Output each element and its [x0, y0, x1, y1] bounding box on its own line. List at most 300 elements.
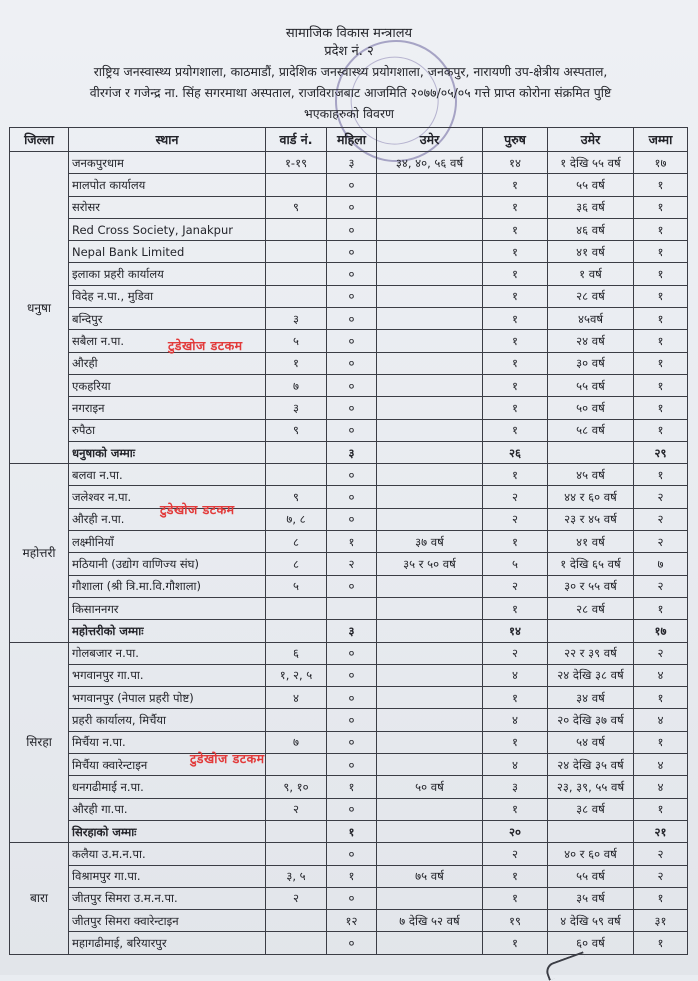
male-age-cell: ४५वर्ष: [548, 308, 634, 330]
female-count-cell: ०: [327, 263, 377, 285]
male-count-cell: १: [483, 887, 548, 909]
female-age-cell: [377, 642, 483, 664]
table-row: [10, 218, 688, 240]
total-cell: २: [634, 508, 688, 530]
table-row: [10, 174, 688, 196]
female-age-cell: [377, 620, 483, 642]
district-cell: महोत्तरी: [10, 464, 69, 642]
table-row: [10, 754, 688, 776]
ward-cell: [266, 820, 327, 842]
table-row: [10, 196, 688, 218]
male-count-cell: ४: [483, 709, 548, 731]
place-cell: जीतपुर सिमरा क्वारेन्टाइन: [69, 910, 266, 932]
male-count-cell: २: [483, 508, 548, 530]
female-count-cell: ०: [327, 241, 377, 263]
male-age-cell: ५५ वर्ष: [548, 174, 634, 196]
male-age-cell: ४० र ६० वर्ष: [548, 843, 634, 865]
male-age-cell: २४ देखि ३५ वर्ष: [548, 754, 634, 776]
place-cell: औरही गा.पा.: [69, 798, 266, 820]
table-row: [10, 152, 688, 174]
total-cell: १: [634, 374, 688, 396]
male-age-cell: ५० वर्ष: [548, 397, 634, 419]
district-cell: बारा: [10, 843, 69, 954]
table-row: [10, 397, 688, 419]
place-cell: भगवानपुर गा.पा.: [69, 664, 266, 686]
male-count-cell: १४: [483, 152, 548, 174]
watermark-text: टुडेखोज डटकम: [168, 338, 243, 353]
male-count-cell: ३: [483, 776, 548, 798]
male-age-cell: ३० वर्ष: [548, 352, 634, 374]
table-row: [10, 687, 688, 709]
female-count-cell: २: [327, 553, 377, 575]
male-age-cell: २४ देखि ३८ वर्ष: [548, 664, 634, 686]
place-cell: मिर्चैया क्वारेन्टाइन: [69, 754, 266, 776]
female-age-cell: [377, 820, 483, 842]
table-row: [10, 486, 688, 508]
district-total-row: [10, 441, 688, 463]
table-row: [10, 241, 688, 263]
total-label-cell: महोत्तरीको जम्माः: [69, 620, 266, 642]
place-cell: धनगढीमाई न.पा.: [69, 776, 266, 798]
place-cell: प्रहरी कार्यालय, मिर्चैया: [69, 709, 266, 731]
female-count-cell: ०: [327, 731, 377, 753]
table-row: [10, 887, 688, 909]
total-cell: १: [634, 330, 688, 352]
male-age-cell: ५४ वर्ष: [548, 731, 634, 753]
female-age-cell: [377, 798, 483, 820]
ward-cell: ७: [266, 731, 327, 753]
female-age-cell: [377, 464, 483, 486]
female-count-cell: [327, 597, 377, 619]
place-cell: बन्दिपुर: [69, 308, 266, 330]
female-count-cell: ०: [327, 352, 377, 374]
male-age-cell: [548, 620, 634, 642]
male-count-cell: १: [483, 597, 548, 619]
female-age-cell: [377, 597, 483, 619]
male-count-cell: १: [483, 196, 548, 218]
male-count-cell: १: [483, 330, 548, 352]
female-count-cell: ०: [327, 887, 377, 909]
district-total-row: [10, 820, 688, 842]
header-line-3: भएकाहरुको विवरण: [304, 106, 394, 121]
table-header-row: [10, 128, 688, 152]
total-cell: २: [634, 531, 688, 553]
male-age-cell: ५८ वर्ष: [548, 419, 634, 441]
female-age-cell: [377, 486, 483, 508]
male-count-cell: १: [483, 308, 548, 330]
female-count-cell: ०: [327, 932, 377, 954]
female-count-cell: ०: [327, 308, 377, 330]
total-cell: १: [634, 932, 688, 954]
ward-cell: ९, १०: [266, 776, 327, 798]
total-cell: २: [634, 486, 688, 508]
ward-cell: ५: [266, 330, 327, 352]
place-cell: विदेह न.पा., मुडिवा: [69, 285, 266, 307]
female-age-cell: [377, 352, 483, 374]
male-count-cell: २: [483, 843, 548, 865]
male-age-cell: ४१ वर्ष: [548, 241, 634, 263]
total-cell: १: [634, 687, 688, 709]
place-cell: सरोसर: [69, 196, 266, 218]
male-age-cell: १ देखि ५५ वर्ष: [548, 152, 634, 174]
ward-cell: [266, 241, 327, 263]
male-age-cell: १ वर्ष: [548, 263, 634, 285]
male-count-cell: १: [483, 798, 548, 820]
male-age-cell: ४४ र ६० वर्ष: [548, 486, 634, 508]
male-total-cell: २०: [483, 820, 548, 842]
district-cell: सिरहा: [10, 642, 69, 843]
male-age-cell: ३६ वर्ष: [548, 196, 634, 218]
ward-cell: ९: [266, 419, 327, 441]
table-row: [10, 865, 688, 887]
female-age-cell: [377, 932, 483, 954]
male-count-cell: १: [483, 464, 548, 486]
header-line-1: राष्ट्रिय जनस्वास्थ्य प्रयोगशाला, काठमाडौं, प्रादेशिक जनस्वास्थ्य प्रयोगशाला, जनकपुर, नारायणी उप-क्षेत्रीय अस्पताल,: [93, 64, 608, 79]
ward-cell: [266, 441, 327, 463]
female-age-cell: [377, 330, 483, 352]
table-row: [10, 419, 688, 441]
female-age-cell: ३७ वर्ष: [377, 531, 483, 553]
place-cell: कलैया उ.म.न.पा.: [69, 843, 266, 865]
ward-cell: ३: [266, 397, 327, 419]
female-age-cell: [377, 754, 483, 776]
female-total-cell: ३: [327, 620, 377, 642]
table-body: [10, 152, 688, 955]
place-cell: रुपैठा: [69, 419, 266, 441]
ward-cell: [266, 174, 327, 196]
female-count-cell: ०: [327, 709, 377, 731]
place-cell: जनकपुरधाम: [69, 152, 266, 174]
table-row: [10, 531, 688, 553]
place-cell: किसाननगर: [69, 597, 266, 619]
place-cell: जीतपुर सिमरा उ.म.न.पा.: [69, 887, 266, 909]
ministry-title: सामाजिक विकास मन्त्रालय: [285, 26, 413, 41]
male-count-cell: २: [483, 486, 548, 508]
ward-cell: [266, 754, 327, 776]
female-count-cell: ०: [327, 174, 377, 196]
total-cell: २: [634, 575, 688, 597]
place-cell: मालपोत कार्यालय: [69, 174, 266, 196]
female-age-cell: [377, 731, 483, 753]
female-count-cell: ०: [327, 754, 377, 776]
ward-cell: ८: [266, 553, 327, 575]
male-count-cell: १: [483, 174, 548, 196]
province-title: प्रदेश नं. २: [324, 44, 374, 59]
male-age-cell: ४६ वर्ष: [548, 218, 634, 240]
total-label-cell: धनुषाको जम्माः: [69, 441, 266, 463]
col-header-district: जिल्ला: [10, 128, 69, 152]
female-count-cell: ०: [327, 508, 377, 530]
male-age-cell: २० देखि ३७ वर्ष: [548, 709, 634, 731]
female-age-cell: [377, 843, 483, 865]
ward-cell: ३, ५: [266, 865, 327, 887]
female-age-cell: [377, 664, 483, 686]
female-count-cell: ०: [327, 397, 377, 419]
ward-cell: [266, 910, 327, 932]
male-age-cell: ३८ वर्ष: [548, 798, 634, 820]
female-count-cell: ०: [327, 419, 377, 441]
ward-cell: ४: [266, 687, 327, 709]
total-cell: १: [634, 419, 688, 441]
col-header-ward: वार्ड नं.: [266, 128, 327, 152]
male-count-cell: १: [483, 932, 548, 954]
ward-cell: २: [266, 887, 327, 909]
female-count-cell: १२: [327, 910, 377, 932]
female-age-cell: ७ देखि ५२ वर्ष: [377, 910, 483, 932]
male-count-cell: ५: [483, 553, 548, 575]
female-total-cell: १: [327, 820, 377, 842]
male-age-cell: ४५ वर्ष: [548, 464, 634, 486]
male-age-cell: २४ वर्ष: [548, 330, 634, 352]
female-count-cell: ०: [327, 285, 377, 307]
table-row: [10, 285, 688, 307]
female-age-cell: [377, 575, 483, 597]
place-cell: एकहरिया: [69, 374, 266, 396]
male-total-cell: १४: [483, 620, 548, 642]
ward-cell: [266, 263, 327, 285]
male-age-cell: ३४ वर्ष: [548, 687, 634, 709]
table-row: [10, 263, 688, 285]
total-cell: ४: [634, 754, 688, 776]
male-count-cell: १: [483, 218, 548, 240]
table-row: [10, 508, 688, 530]
total-cell: १: [634, 263, 688, 285]
male-age-cell: २२ र ३९ वर्ष: [548, 642, 634, 664]
watermark-text: टुडेखोज डटकम: [190, 751, 265, 766]
place-cell: मठियानी (उद्योग वाणिज्य संघ): [69, 553, 266, 575]
total-cell: ३१: [634, 910, 688, 932]
female-age-cell: [377, 285, 483, 307]
female-count-cell: ०: [327, 843, 377, 865]
male-age-cell: ५५ वर्ष: [548, 374, 634, 396]
total-cell: ४: [634, 664, 688, 686]
male-count-cell: १: [483, 241, 548, 263]
place-cell: बलवा न.पा.: [69, 464, 266, 486]
male-age-cell: ५५ वर्ष: [548, 865, 634, 887]
female-age-cell: [377, 887, 483, 909]
male-count-cell: १: [483, 419, 548, 441]
female-total-cell: ३: [327, 441, 377, 463]
col-header-female: महिला: [327, 128, 377, 152]
table-row: [10, 932, 688, 954]
grand-total-cell: २९: [634, 441, 688, 463]
female-age-cell: [377, 508, 483, 530]
watermark-text: टुडेखोज डटकम: [160, 502, 235, 517]
ward-cell: [266, 932, 327, 954]
total-cell: १: [634, 285, 688, 307]
female-age-cell: [377, 218, 483, 240]
male-count-cell: २: [483, 575, 548, 597]
place-cell: गोलबजार न.पा.: [69, 642, 266, 664]
male-count-cell: १: [483, 531, 548, 553]
total-cell: १: [634, 218, 688, 240]
total-cell: ७: [634, 553, 688, 575]
table-row: [10, 798, 688, 820]
place-cell: विश्रामपुर गा.पा.: [69, 865, 266, 887]
total-cell: १: [634, 308, 688, 330]
male-age-cell: ४१ वर्ष: [548, 531, 634, 553]
total-cell: १: [634, 174, 688, 196]
male-count-cell: १: [483, 352, 548, 374]
col-header-total: जम्मा: [634, 128, 688, 152]
female-count-cell: ०: [327, 330, 377, 352]
female-count-cell: ०: [327, 486, 377, 508]
male-age-cell: २३ र ४५ वर्ष: [548, 508, 634, 530]
ward-cell: १, २, ५: [266, 664, 327, 686]
place-cell: महागढीमाई, बरियारपुर: [69, 932, 266, 954]
female-age-cell: [377, 709, 483, 731]
total-label-cell: सिरहाको जम्माः: [69, 820, 266, 842]
place-cell: जलेश्वर न.पा.: [69, 486, 266, 508]
place-cell: औरही न.पा.: [69, 508, 266, 530]
ward-cell: ९: [266, 486, 327, 508]
total-cell: १: [634, 731, 688, 753]
place-cell: लक्ष्मीनियाँ: [69, 531, 266, 553]
ward-cell: ७: [266, 374, 327, 396]
total-cell: १: [634, 798, 688, 820]
place-cell: भगवानपुर (नेपाल प्रहरी पोष्ट): [69, 687, 266, 709]
male-age-cell: २८ वर्ष: [548, 597, 634, 619]
male-count-cell: १: [483, 397, 548, 419]
table-row: [10, 308, 688, 330]
total-cell: १: [634, 241, 688, 263]
table-row: [10, 709, 688, 731]
place-cell: Nepal Bank Limited: [69, 241, 266, 263]
male-age-cell: ६० वर्ष: [548, 932, 634, 954]
female-count-cell: १: [327, 531, 377, 553]
female-age-cell: [377, 241, 483, 263]
ward-cell: [266, 620, 327, 642]
table-row: [10, 330, 688, 352]
female-count-cell: ०: [327, 374, 377, 396]
female-age-cell: [377, 397, 483, 419]
table-row: [10, 374, 688, 396]
female-count-cell: ०: [327, 687, 377, 709]
total-cell: १: [634, 464, 688, 486]
female-count-cell: ०: [327, 218, 377, 240]
table-row: [10, 464, 688, 486]
male-count-cell: २: [483, 642, 548, 664]
male-age-cell: ४ देखि ५९ वर्ष: [548, 910, 634, 932]
female-count-cell: ०: [327, 642, 377, 664]
ward-cell: ३: [266, 308, 327, 330]
total-cell: २: [634, 843, 688, 865]
ward-cell: १-१९: [266, 152, 327, 174]
female-count-cell: ०: [327, 575, 377, 597]
table-row: [10, 575, 688, 597]
district-cell: धनुषा: [10, 152, 69, 464]
col-header-male-age: उमेर: [548, 128, 634, 152]
table-row: [10, 843, 688, 865]
female-age-cell: [377, 419, 483, 441]
total-cell: १: [634, 397, 688, 419]
col-header-female-age: उमेर: [377, 128, 483, 152]
female-count-cell: १: [327, 776, 377, 798]
total-cell: ४: [634, 776, 688, 798]
ward-cell: ७, ८: [266, 508, 327, 530]
male-age-cell: [548, 441, 634, 463]
male-count-cell: ४: [483, 664, 548, 686]
male-age-cell: २३, ३९, ५५ वर्ष: [548, 776, 634, 798]
place-cell: Red Cross Society, Janakpur: [69, 218, 266, 240]
table-row: [10, 731, 688, 753]
district-total-row: [10, 620, 688, 642]
table-row: [10, 553, 688, 575]
ward-cell: ६: [266, 642, 327, 664]
female-age-cell: [377, 374, 483, 396]
place-cell: गौशाला (श्री त्रि.मा.वि.गौशाला): [69, 575, 266, 597]
male-age-cell: १ देखि ६५ वर्ष: [548, 553, 634, 575]
place-cell: इलाका प्रहरी कार्यालय: [69, 263, 266, 285]
total-cell: १: [634, 352, 688, 374]
ward-cell: २: [266, 798, 327, 820]
male-age-cell: [548, 820, 634, 842]
place-cell: सबैला न.पा.: [69, 330, 266, 352]
col-header-male: पुरुष: [483, 128, 548, 152]
place-cell: मिर्चैया न.पा.: [69, 731, 266, 753]
female-count-cell: ०: [327, 464, 377, 486]
total-cell: २: [634, 865, 688, 887]
total-cell: १: [634, 196, 688, 218]
total-cell: ४: [634, 709, 688, 731]
female-age-cell: [377, 308, 483, 330]
total-cell: २: [634, 642, 688, 664]
place-cell: नगराइन: [69, 397, 266, 419]
col-header-place: स्थान: [69, 128, 266, 152]
female-count-cell: ०: [327, 196, 377, 218]
total-cell: १: [634, 597, 688, 619]
female-count-cell: ३: [327, 152, 377, 174]
place-cell: औरही: [69, 352, 266, 374]
ward-cell: [266, 597, 327, 619]
grand-total-cell: १७: [634, 620, 688, 642]
male-total-cell: २६: [483, 441, 548, 463]
male-count-cell: १९: [483, 910, 548, 932]
ward-cell: ८: [266, 531, 327, 553]
table-row: [10, 776, 688, 798]
table-row: [10, 910, 688, 932]
female-count-cell: १: [327, 865, 377, 887]
female-age-cell: [377, 196, 483, 218]
ward-cell: [266, 285, 327, 307]
male-count-cell: १: [483, 374, 548, 396]
grand-total-cell: २१: [634, 820, 688, 842]
ward-cell: ९: [266, 196, 327, 218]
male-age-cell: ३५ वर्ष: [548, 887, 634, 909]
ward-cell: [266, 218, 327, 240]
total-cell: १: [634, 887, 688, 909]
ward-cell: [266, 843, 327, 865]
female-age-cell: [377, 263, 483, 285]
table-row: [10, 597, 688, 619]
female-count-cell: ०: [327, 798, 377, 820]
male-count-cell: १: [483, 263, 548, 285]
female-age-cell: [377, 174, 483, 196]
ward-cell: [266, 464, 327, 486]
male-age-cell: ३० र ५५ वर्ष: [548, 575, 634, 597]
ward-cell: ५: [266, 575, 327, 597]
total-cell: १७: [634, 152, 688, 174]
ward-cell: [266, 709, 327, 731]
male-count-cell: १: [483, 285, 548, 307]
male-count-cell: १: [483, 731, 548, 753]
covid-cases-table: [9, 127, 688, 955]
table-row: [10, 642, 688, 664]
female-age-cell: ५० वर्ष: [377, 776, 483, 798]
male-count-cell: ४: [483, 754, 548, 776]
male-age-cell: २८ वर्ष: [548, 285, 634, 307]
female-age-cell: ३५ र ५० वर्ष: [377, 553, 483, 575]
